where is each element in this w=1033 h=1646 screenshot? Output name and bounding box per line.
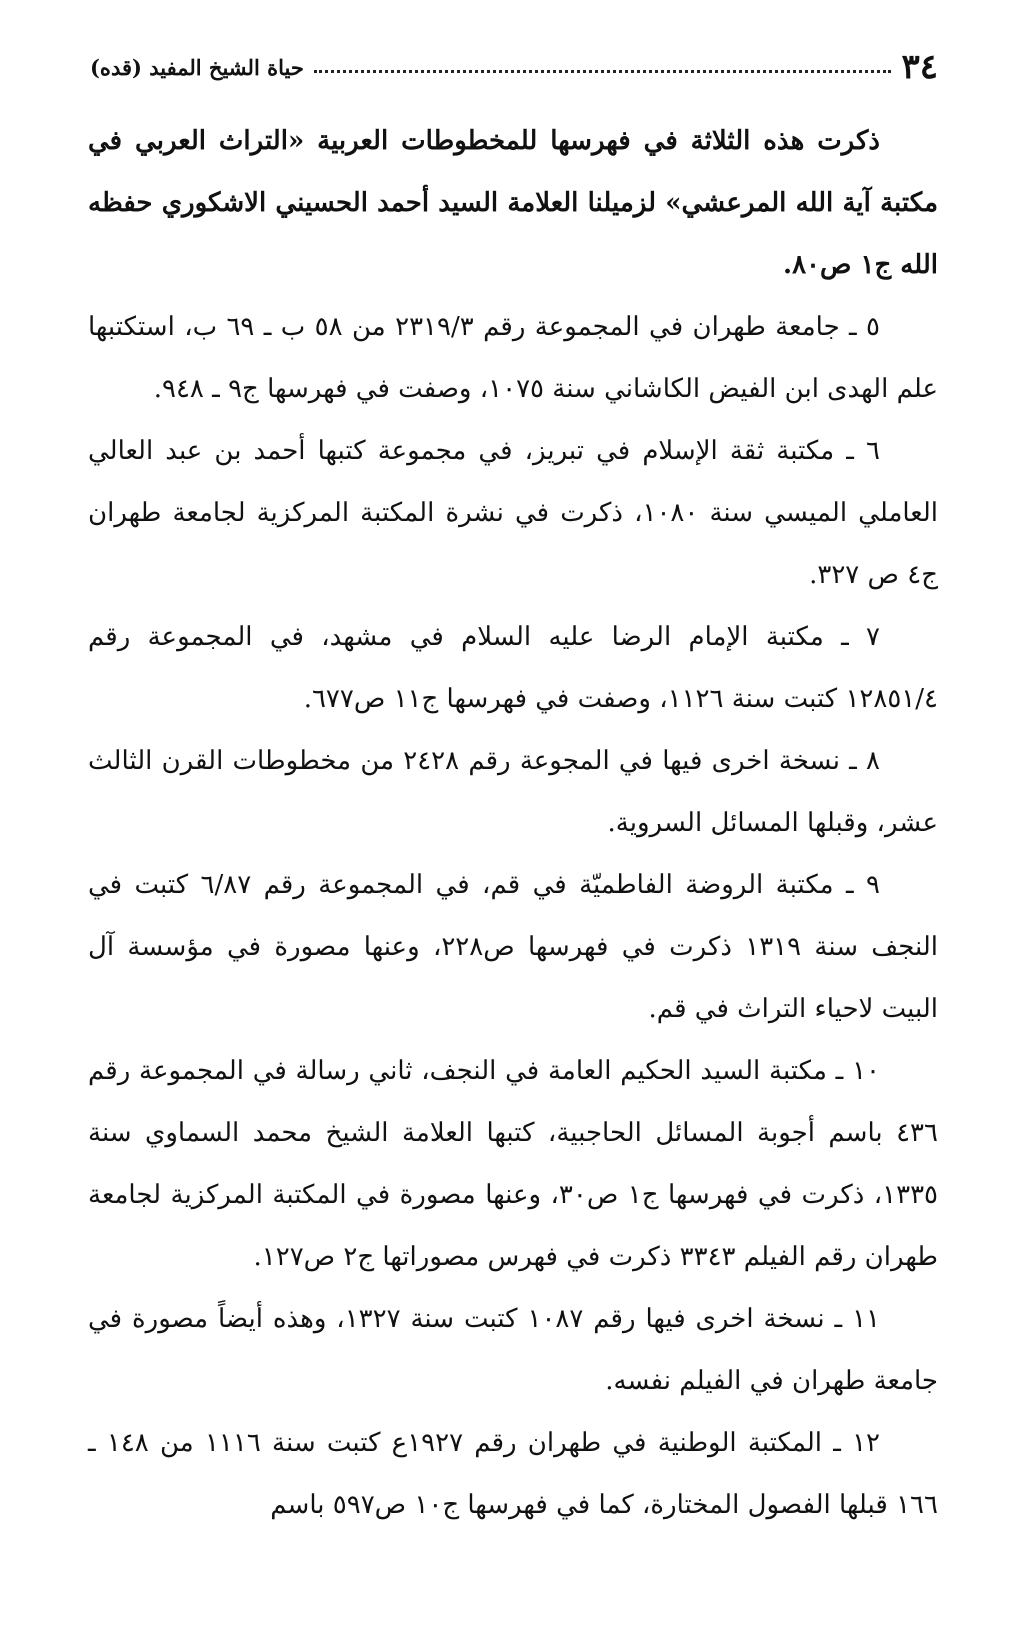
- paragraph-item-9: ٩ ـ مكتبة الروضة الفاطميّة في قم، في المجموعة رقم ٦/٨٧ كتبت في النجف سنة ١٣١٩ ذكرت في فهرسها ص٢٢٨، وعنها مصورة في مؤسسة آل البيت لاحياء التراث في قم.: [88, 870, 938, 1024]
- running-title: حياة الشيخ المفيد (قده): [90, 54, 304, 80]
- page-header: [90, 42, 938, 92]
- paragraph-intro: ذكرت هذه الثلاثة في فهرسها للمخطوطات العربية «التراث العربي في مكتبة آية الله المرعشي» لزميلنا العلامة السيد أحمد الحسيني الاشكوري حفظه الله ج١ ص٨٠.: [88, 126, 938, 280]
- page-number: ٣٤: [901, 47, 938, 87]
- paragraph-item-6: ٦ ـ مكتبة ثقة الإسلام في تبريز، في مجموعة كتبها أحمد بن عبد العالي العاملي الميسي سنة ١٠٨٠، ذكرت في نشرة المكتبة المركزية لجامعة طهران ج٤ ص ٣٢٧.: [88, 436, 938, 590]
- header-leader-dots: [314, 70, 892, 73]
- paragraph-item-5: ٥ ـ جامعة طهران في المجموعة رقم ٢٣١٩/٣ من ٥٨ ب ـ ٦٩ ب، استكتبها علم الهدى ابن الفيض الكاشاني سنة ١٠٧٥، وصفت في فهرسها ج٩ ـ ٩٤٨.: [88, 312, 938, 404]
- paragraph-item-10: ١٠ ـ مكتبة السيد الحكيم العامة في النجف، ثاني رسالة في المجموعة رقم ٤٣٦ باسم أجوبة المسائل الحاجبية، كتبها العلامة الشيخ محمد السماوي سنة ١٣٣٥، ذكرت في فهرسها ج١ ص٣٠، وعنها مصورة في المكتبة المركزية لجامعة طهران رقم الفيلم ٣٣٤٣ ذكرت في فهرس مصوراتها ج٢ ص١٢٧.: [88, 1056, 939, 1272]
- paragraph-item-11: ١١ ـ نسخة اخرى فيها رقم ١٠٨٧ كتبت سنة ١٣٢٧، وهذه أيضاً مصورة في جامعة طهران في الفيلم نفسه.: [88, 1304, 938, 1396]
- paragraph-item-8: ٨ ـ نسخة اخرى فيها في المجوعة رقم ٢٤٢٨ من مخطوطات القرن الثالث عشر، وقبلها المسائل السروية.: [88, 746, 938, 838]
- body-text: [88, 110, 938, 1536]
- paragraph-item-7: ٧ ـ مكتبة الإمام الرضا عليه السلام في مشهد، في المجموعة رقم ١٢٨٥١/٤ كتبت سنة ١١٢٦، وصفت في فهرسها ج١١ ص٦٧٧.: [88, 622, 938, 714]
- paragraph-item-12: ١٢ ـ المكتبة الوطنية في طهران رقم ١٩٢٧ع كتبت سنة ١١١٦ من ١٤٨ ـ ١٦٦ قبلها الفصول المختارة، كما في فهرسها ج١٠ ص٥٩٧ باسم: [88, 1428, 938, 1520]
